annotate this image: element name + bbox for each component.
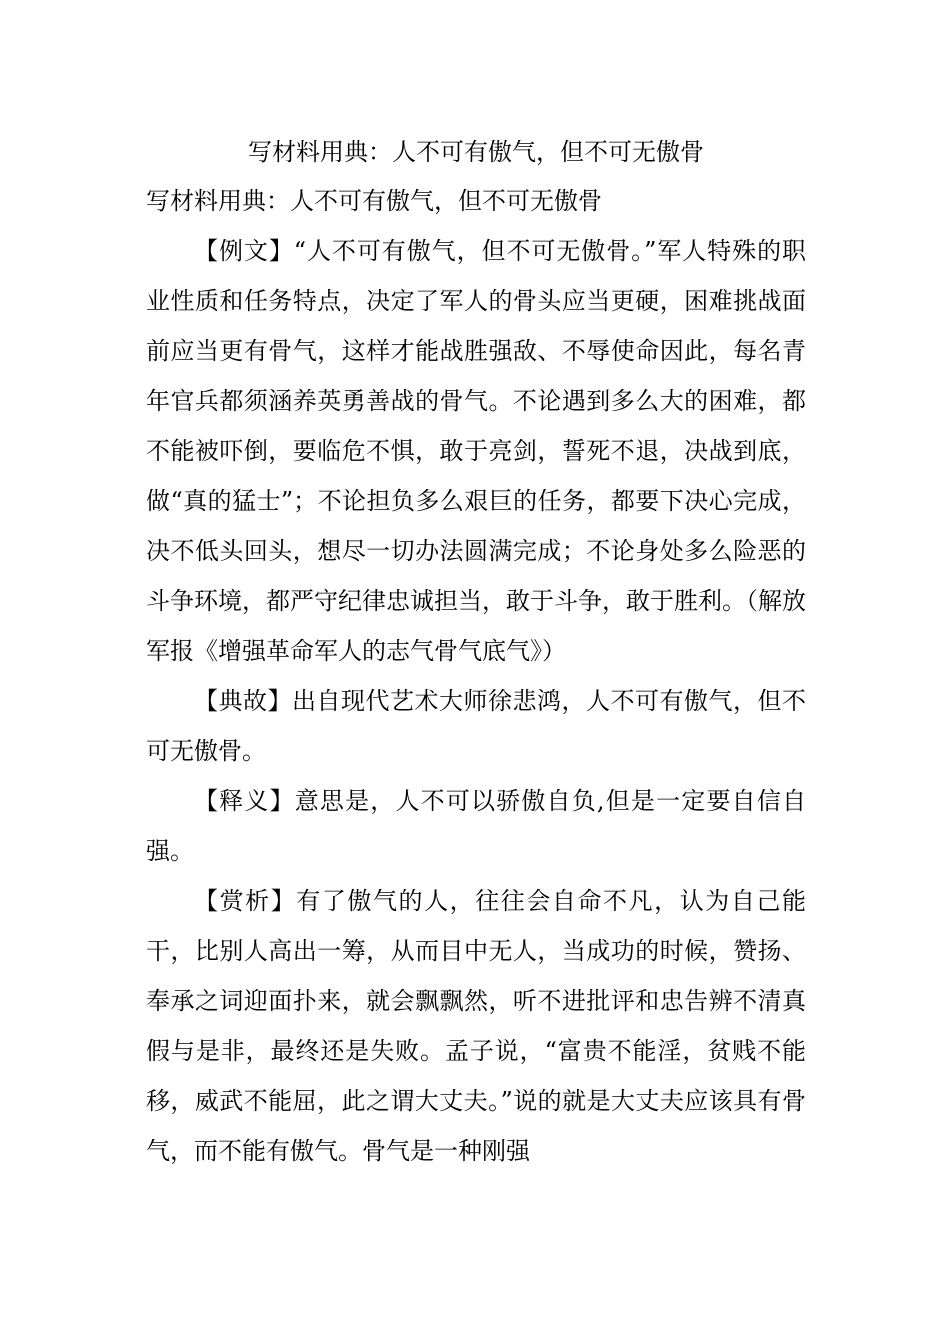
section-tag: 【例文】 xyxy=(194,237,294,265)
document-title: 写材料用典：人不可有傲气，但不可无傲骨 xyxy=(248,138,704,166)
section-tag: 【赏析】 xyxy=(194,887,297,915)
section-meaning xyxy=(146,776,806,876)
section-tag: 【释义】 xyxy=(194,787,295,815)
section-text: 有了傲气的人，往往会自命不凡，认为自己能干，比别人高出一筹，从而目中无人，当成功的时候，赞扬、奉承之词迎面扑来，就会飘飘然，听不进批评和忠告辨不清真假与是非，最终还是失败。孟子说，“富贵不能淫，贫贱不能移，威武不能屈，此之谓大丈夫。”说的就是大丈夫应该具有骨气，而不能有傲气。骨气是一种刚强 xyxy=(146,887,807,1165)
section-appreciation xyxy=(146,876,806,1176)
section-tag: 【典故】 xyxy=(194,687,292,715)
section-example xyxy=(146,226,806,676)
document-subtitle: 写材料用典：人不可有傲气，但不可无傲骨 xyxy=(146,187,602,215)
section-text: “人不可有傲气，但不可无傲骨。”军人特殊的职业性质和任务特点，决定了军人的骨头应当更硬，困难挑战面前应当更有骨气，这样才能战胜强敌、不辱使命因此，每名青年官兵都须涵养英勇善战的骨气。不论遇到多么大的困难，都不能被吓倒，要临危不惧，敢于亮剑，誓死不退，决战到底，做“真的猛士”；不论担负多么艰巨的任务，都要下决心完成，决不低头回头，想尽一切办法圆满完成；不论身处多么险恶的斗争环境，都严守纪律忠诚担当，敢于斗争，敢于胜利。（解放军报《增强革命军人的志气骨气底气》） xyxy=(146,237,807,665)
section-allusion xyxy=(146,676,806,776)
section-text: 意思是，人不可以骄傲自负,但是一定要自信自强。 xyxy=(146,787,806,865)
section-text: 出自现代艺术大师徐悲鸿，人不可有傲气，但不可无傲骨。 xyxy=(146,687,806,765)
document-page xyxy=(146,128,806,1176)
